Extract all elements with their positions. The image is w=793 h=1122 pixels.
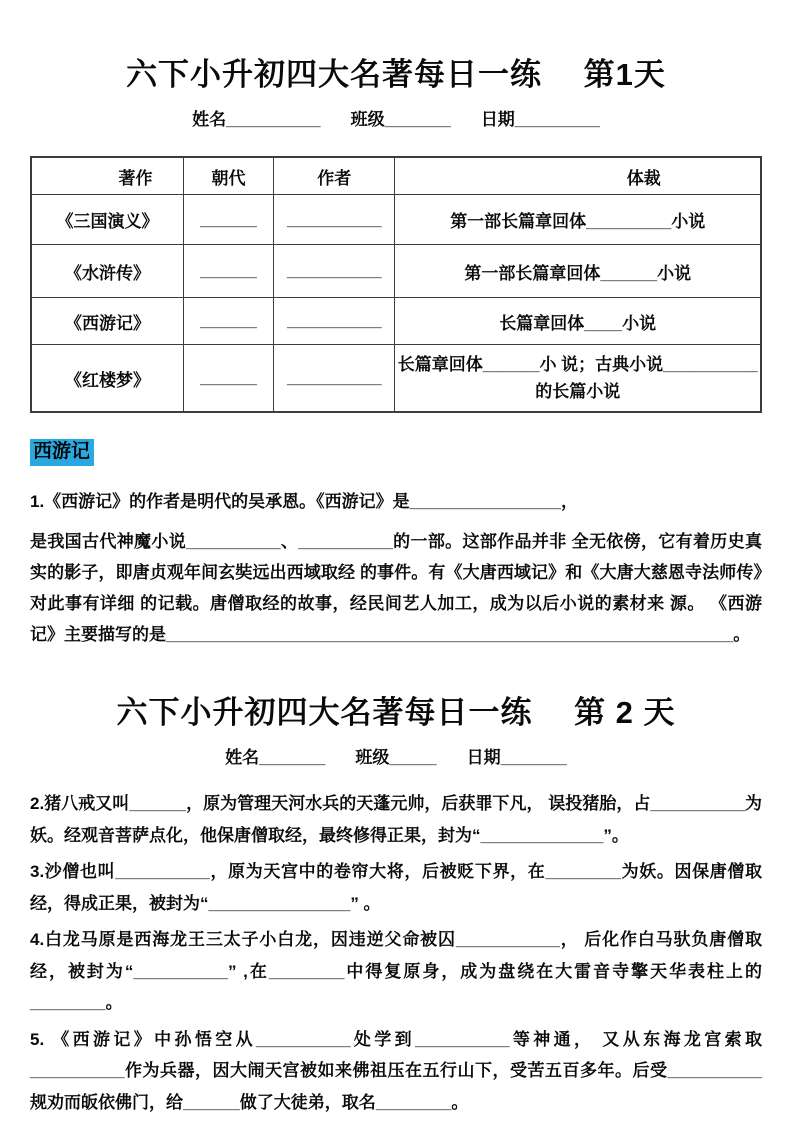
table-header-genre: 体裁 bbox=[395, 157, 761, 195]
table-header-dynasty: 朝代 bbox=[183, 157, 273, 195]
question-2: 2.猪八戒又叫______，原为管理天河水兵的天蓬元帅，后获罪下凡， 误投猪胎，占__________为妖。经观音菩萨点化，他保唐僧取经，最终修得正果，封为“_____________”。 bbox=[30, 794, 762, 845]
question-3: 3.沙僧也叫__________，原为天宫中的卷帘大将，后被贬下界，在________为妖。因保唐僧取经，得成正果，被封为“_______________” 。 bbox=[30, 862, 762, 913]
table-header-work: 著作 bbox=[31, 157, 183, 195]
class-field-day2: 班级_____ bbox=[355, 748, 437, 767]
work-title-cell: 《红楼梦》 bbox=[31, 345, 183, 413]
genre-cell: 第一部长篇章回体______小说 bbox=[395, 245, 761, 298]
table-row bbox=[31, 195, 761, 245]
question-5: 5. 《西游记》中孙悟空从__________处学到__________等神通， 又从东海龙宫索取__________作为兵器，因大闹天宫被如来佛祖压在五行山下，受苦五百多年。后受__________规劝而皈依佛门，给______做了大徒弟，取名________。 bbox=[30, 1029, 762, 1112]
question-1-body: 是我国古代神魔小说__________、__________的一部。这部作品并非 全无依傍，它有着历史真实的影子，即唐贞观年间玄奘远出西域取经 的事件。有《大唐西域记》和《大唐大慈恩寺法师传》对此事有详细 的记载。唐僧取经的故事，经民间艺人加工，成为以后小说的素材来 源。 《西游记》主要描写的是____________________________________________________________。 bbox=[30, 532, 762, 644]
work-title-cell: 《西游记》 bbox=[31, 298, 183, 345]
table-row bbox=[31, 345, 761, 413]
author-blank-cell: __________ bbox=[274, 195, 395, 245]
dynasty-blank-cell: ______ bbox=[183, 298, 273, 345]
date-field-day1: 日期_________ bbox=[480, 110, 600, 129]
class-field-day1: 班级_______ bbox=[350, 110, 451, 129]
name-field-day1: 姓名__________ bbox=[192, 110, 321, 129]
dynasty-blank-cell: ______ bbox=[183, 195, 273, 245]
author-blank-cell: __________ bbox=[274, 298, 395, 345]
author-blank-cell: __________ bbox=[274, 345, 395, 413]
question-1-intro: 1.《西游记》的作者是明代的吴承恩。《西游记》是________________， bbox=[30, 492, 578, 511]
author-blank-cell: __________ bbox=[274, 245, 395, 298]
work-title-cell: 《三国演义》 bbox=[31, 195, 183, 245]
dynasty-blank-cell: ______ bbox=[183, 345, 273, 413]
work-title-cell: 《水浒传》 bbox=[31, 245, 183, 298]
student-info-row-day2 bbox=[30, 747, 762, 768]
table-row bbox=[31, 245, 761, 298]
genre-cell: 第一部长篇章回体_________小说 bbox=[395, 195, 761, 245]
question-4: 4.白龙马原是西海龙王三太子小白龙，因违逆父命被囚___________， 后化作白马驮负唐僧取经，被封为“__________” ,在________中得复原身，成为盘绕在大雷音寺擎天华表柱上的________。 bbox=[30, 930, 762, 1012]
classics-table bbox=[30, 156, 762, 413]
table-row bbox=[31, 298, 761, 345]
name-field-day2: 姓名_______ bbox=[225, 748, 326, 767]
table-header-row bbox=[31, 157, 761, 195]
genre-cell: 长篇章回体______小 说；古典小说__________的长篇小说 bbox=[395, 345, 761, 413]
page-title-day2: 六下小升初四大名著每日一练 第 2 天 bbox=[116, 695, 676, 730]
date-field-day2: 日期_______ bbox=[466, 748, 567, 767]
student-info-row-day1 bbox=[30, 109, 762, 130]
section-highlight-label: 西游记 bbox=[30, 439, 94, 466]
page-title-day1: 六下小升初四大名著每日一练 第1天 bbox=[126, 57, 666, 92]
genre-cell: 长篇章回体____小说 bbox=[395, 298, 761, 345]
dynasty-blank-cell: ______ bbox=[183, 245, 273, 298]
table-header-author: 作者 bbox=[274, 157, 395, 195]
